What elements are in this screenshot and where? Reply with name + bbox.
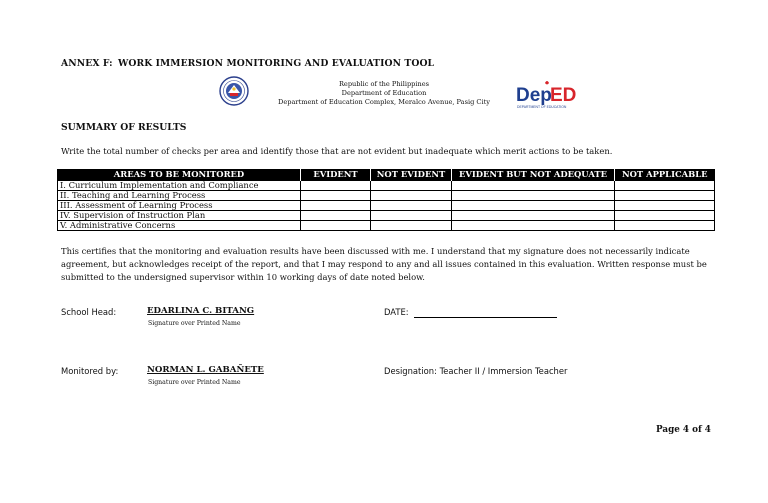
- letterhead: [272, 80, 496, 107]
- monitored-by-label: Monitored by:: [61, 366, 119, 376]
- col-header-areas: AREAS TO BE MONITORED: [58, 169, 301, 181]
- area-cell: I. Curriculum Implementation and Compliance: [58, 181, 301, 191]
- annex-title-line: [61, 58, 434, 69]
- area-cell: IV. Supervision of Instruction Plan: [58, 211, 301, 221]
- table-row: [58, 221, 715, 231]
- evident-not-adequate-cell[interactable]: [452, 181, 615, 191]
- table-row: [58, 191, 715, 201]
- not-evident-cell[interactable]: [371, 211, 452, 221]
- evident-cell[interactable]: [301, 191, 371, 201]
- col-header-not-evident: NOT EVIDENT: [371, 169, 452, 181]
- not-evident-cell[interactable]: [371, 201, 452, 211]
- not-applicable-cell[interactable]: [615, 201, 715, 211]
- table-row: [58, 181, 715, 191]
- evident-cell[interactable]: [301, 211, 371, 221]
- monitored-by-signature-caption: Signature over Printed Name: [148, 379, 241, 386]
- evident-not-adequate-cell[interactable]: [452, 211, 615, 221]
- col-header-evident-not-adequate: EVIDENT BUT NOT ADEQUATE: [452, 169, 615, 181]
- evident-cell[interactable]: [301, 201, 371, 211]
- not-evident-cell[interactable]: [371, 181, 452, 191]
- republic-text: Republic of the Philippines: [338, 80, 430, 88]
- deped-seal-icon: [219, 76, 249, 106]
- address-text: Department of Education Complex, Meralco Avenue, Pasig City: [278, 98, 490, 106]
- table-header-row: [58, 169, 715, 181]
- designation-text: Designation: Teacher II / Immersion Teacher: [384, 366, 568, 376]
- results-table: [57, 169, 715, 231]
- area-cell: V. Administrative Concerns: [58, 221, 301, 231]
- deped-logo: [514, 79, 580, 111]
- table-row: [58, 201, 715, 211]
- col-header-evident: EVIDENT: [301, 169, 371, 181]
- svg-text:DEPARTMENT OF EDUCATION: DEPARTMENT OF EDUCATION: [517, 105, 567, 109]
- school-head-signature-caption: Signature over Printed Name: [148, 320, 241, 327]
- monitored-by-name: NORMAN L. GABAÑETE: [147, 365, 264, 375]
- summary-title: SUMMARY OF RESULTS: [61, 122, 187, 133]
- school-head-label: School Head:: [61, 307, 117, 317]
- evident-cell[interactable]: [301, 181, 371, 191]
- summary-instruction: Write the total number of checks per area and identify those that are not evident but inadequate which merit actions to be taken.: [61, 146, 613, 156]
- school-head-name: EDARLINA C. BITANG: [147, 306, 255, 316]
- not-applicable-cell[interactable]: [615, 221, 715, 231]
- evident-not-adequate-cell[interactable]: [452, 201, 615, 211]
- annex-tag: ANNEX F:: [61, 58, 113, 69]
- page-number: Page 4 of 4: [656, 425, 711, 435]
- table-row: [58, 211, 715, 221]
- area-cell: II. Teaching and Learning Process: [58, 191, 301, 201]
- not-evident-cell[interactable]: [371, 191, 452, 201]
- svg-text:ED: ED: [550, 85, 577, 106]
- evident-cell[interactable]: [301, 221, 371, 231]
- evident-not-adequate-cell[interactable]: [452, 191, 615, 201]
- date-label: DATE:: [384, 307, 409, 317]
- not-evident-cell[interactable]: [371, 221, 452, 231]
- not-applicable-cell[interactable]: [615, 211, 715, 221]
- date-field-line[interactable]: [414, 317, 557, 318]
- certification-text: This certifies that the monitoring and evaluation results have been discussed with me. I understand that my signature does not necessarily indicate agreement, but acknowledges receipt of the report, and that I may respond to any and all issues contained in this evaluation. Written response must be submitted to the undersigned supervisor within 10 working days of date noted below.: [61, 246, 707, 282]
- col-header-not-applicable: NOT APPLICABLE: [615, 169, 715, 181]
- annex-title: WORK IMMERSION MONITORING AND EVALUATION TOOL: [118, 58, 435, 69]
- department-text: Department of Education: [341, 89, 427, 97]
- not-applicable-cell[interactable]: [615, 181, 715, 191]
- svg-text:Dep: Dep: [516, 85, 552, 106]
- area-cell: III. Assessment of Learning Process: [58, 201, 301, 211]
- not-applicable-cell[interactable]: [615, 191, 715, 201]
- evident-not-adequate-cell[interactable]: [452, 221, 615, 231]
